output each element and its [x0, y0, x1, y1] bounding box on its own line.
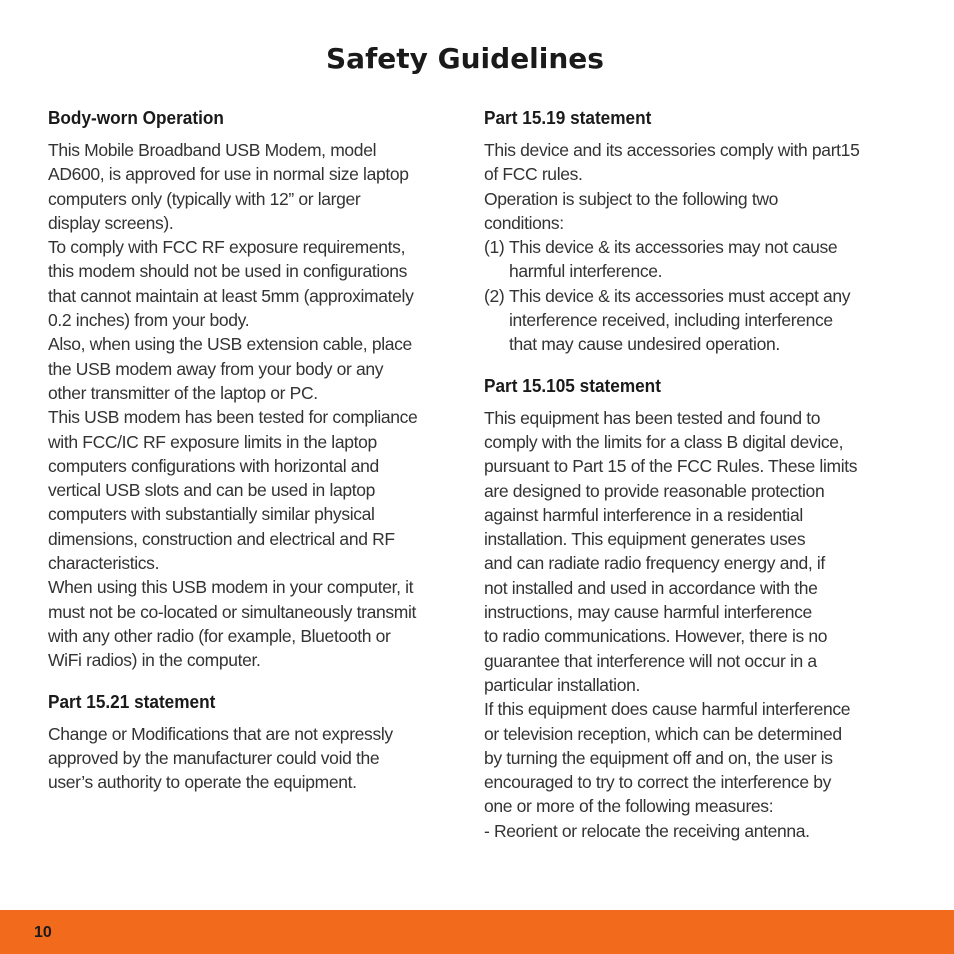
body-text: Change or Modifications that are not expressly approved by the manufacturer could void the user’s authority to operate the equipment.	[48, 723, 393, 793]
page-number: 10	[34, 924, 52, 941]
body-text: This Mobile Broadband USB Modem, model AD600, is approved for use in normal size laptop computers only (typically with 12” or larger display screens). To comply with FCC RF exposure requirements, this modem should not be used in configurations that cannot maintain at least 5mm (approximately 0.2 inches) from your body. Also, when using the USB extension cable, place the USB modem away from your body or any other transmitter of the laptop or PC. This USB modem has been tested for compliance with FCC/IC RF exposure limits in the laptop computers configurations with horizontal and vertical USB slots and can be used in laptop computers with substantially similar physical dimensions, construction and electrical and RF characteristics. When using this USB modem in your computer, it must not be co-located or simultaneously transmit with any other radio (for example, Bluetooth or WiFi radios) in the computer.	[48, 140, 418, 671]
condition-number: (1)	[484, 237, 505, 258]
section-body-worn-operation	[48, 104, 450, 673]
condition-number: (2)	[484, 285, 505, 306]
section-heading: Part 15.105 statement	[484, 374, 661, 396]
page-title: Safety Guidelines	[326, 42, 604, 75]
left-column	[48, 104, 450, 809]
body-text: This device and its accessories comply with part15 of FCC rules. Operation is subject to the following two conditions:	[484, 140, 860, 233]
right-column	[484, 104, 888, 858]
section-heading: Part 15.19 statement	[484, 107, 652, 128]
section-heading: Part 15.21 statement	[48, 690, 216, 712]
condition-text: This device & its accessories must accept any interference received, including interference that may cause undesired operation.	[509, 285, 851, 355]
section-part-15-21	[48, 688, 450, 795]
section-part-15-105	[484, 372, 888, 843]
section-part-15-19	[484, 104, 888, 357]
condition-item	[484, 284, 888, 357]
footer-bar	[0, 910, 954, 954]
body-text: This equipment has been tested and found to comply with the limits for a class B digital device, pursuant to Part 15 of the FCC Rules. These limits are designed to provide reasonable protection against harmful interference in a residential installation. This equipment generates uses and can radiate radio frequency energy and, if not installed and used in accordance with the instructions, may cause harmful interference to radio communications. However, there is no guarantee that interference will not occur in a particular installation. If this equipment does cause harmful interference or television reception, which can be determined by turning the equipment off and on, the user is encouraged to try to correct the interference by one or more of the following measures: - Reorient or relocate the receiving antenna.	[484, 407, 858, 841]
condition-text: This device & its accessories may not cause harmful interference.	[509, 237, 838, 282]
section-heading: Body-worn Operation	[48, 107, 224, 128]
condition-item	[484, 235, 888, 284]
